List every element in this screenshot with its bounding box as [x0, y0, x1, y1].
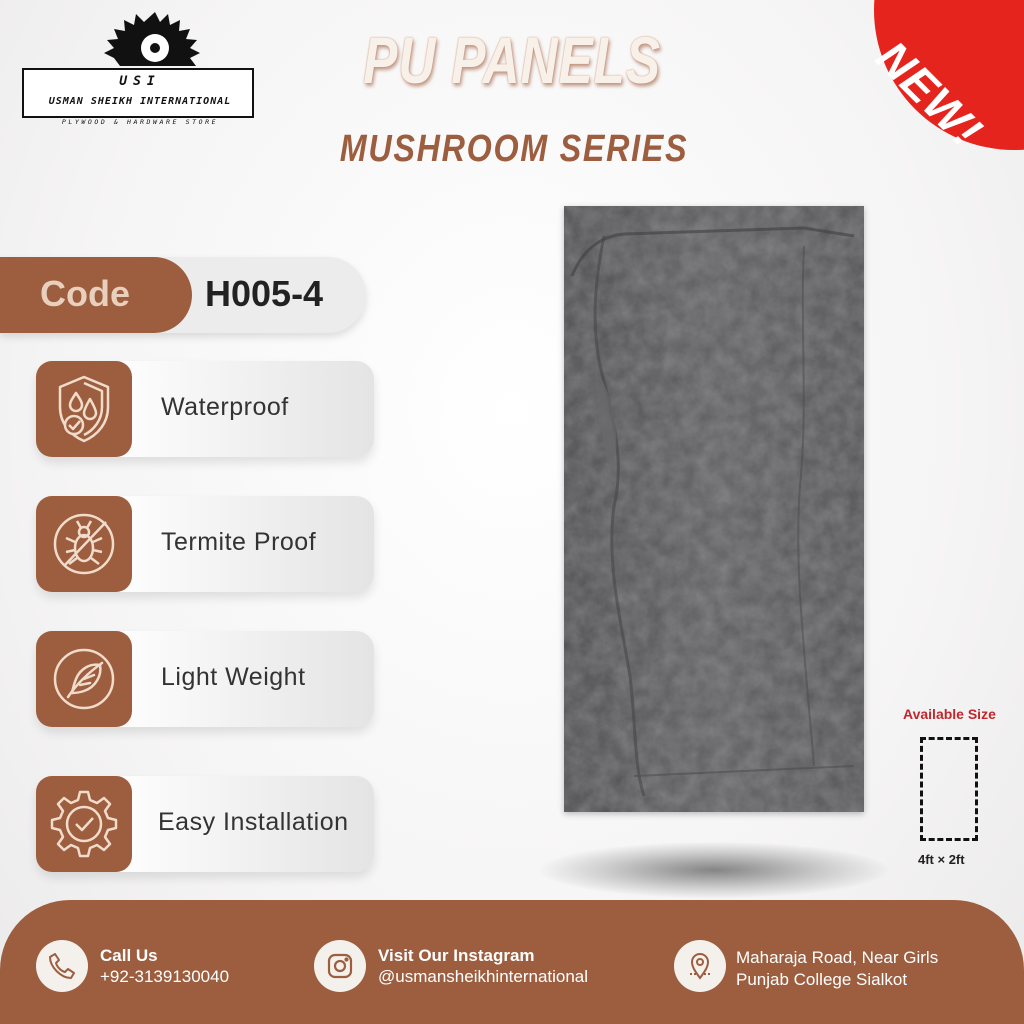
instagram-title: Visit Our Instagram: [378, 946, 535, 965]
product-code-pill: [0, 257, 366, 333]
feature-label: Easy Installation: [158, 808, 349, 836]
size-value: 4ft × 2ft: [918, 852, 965, 867]
footer-icon-circle: [36, 940, 88, 992]
waterproof-shield-icon: [44, 369, 124, 449]
feature-label: Light Weight: [161, 663, 306, 691]
feature-icon-box: [36, 631, 132, 727]
no-termite-icon: [44, 504, 124, 584]
stone-texture: [564, 206, 864, 812]
footer-icon-circle: [314, 940, 366, 992]
phone-icon: [46, 950, 78, 982]
call-number[interactable]: +92-3139130040: [100, 967, 230, 986]
feature-icon-box: [36, 361, 132, 457]
feature-termite-proof: [36, 496, 374, 592]
location-pin-icon: [684, 950, 716, 982]
logo-initials: USI: [119, 74, 161, 89]
feather-icon: [44, 639, 124, 719]
feature-icon-box: [36, 776, 132, 872]
feature-light-weight: [36, 631, 374, 727]
pu-panel-sample-image: [564, 206, 864, 812]
feature-waterproof: [36, 361, 374, 457]
panel-shadow: [540, 842, 888, 898]
feature-label: Waterproof: [161, 393, 289, 421]
address-line-2: Punjab College Sialkot: [736, 970, 908, 989]
feature-easy-installation: [36, 776, 374, 872]
gear-check-icon: [44, 784, 124, 864]
size-outline-icon: [920, 737, 978, 841]
instagram-handle[interactable]: @usmansheikhinternational: [378, 967, 589, 986]
call-title: Call Us: [100, 946, 158, 965]
feature-label: Termite Proof: [161, 528, 317, 556]
logo-tagline: PLYWOOD & HARDWARE STORE: [61, 118, 219, 126]
new-badge-label: NEW!: [866, 30, 993, 158]
logo-company-name: USMAN SHEIKH INTERNATIONAL: [48, 96, 232, 107]
feature-icon-box: [36, 496, 132, 592]
available-size-label: Available Size: [903, 706, 996, 722]
code-value: H005-4: [205, 273, 324, 314]
footer-icon-circle: [674, 940, 726, 992]
page-title: PU PANELS: [363, 23, 661, 97]
instagram-icon: [324, 950, 356, 982]
code-label: Code: [40, 273, 130, 314]
page-subtitle: MUSHROOM SERIES: [339, 128, 689, 170]
address-line-1: Maharaja Road, Near Girls: [736, 948, 939, 967]
